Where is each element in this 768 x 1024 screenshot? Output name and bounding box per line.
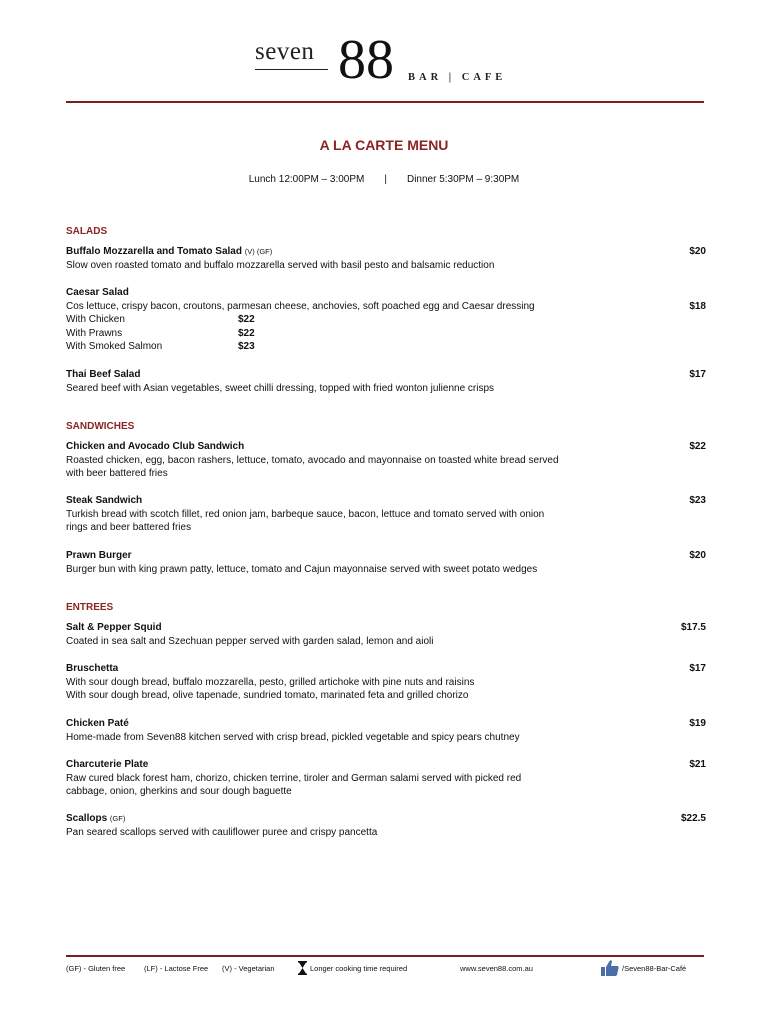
- menu-item-scallops: [66, 812, 706, 839]
- item-description-cont: cabbage, onion, gherkins and sour dough baguette: [66, 786, 292, 797]
- menu-item-bruschetta: [66, 662, 706, 703]
- option-price: $22: [238, 327, 255, 339]
- item-name: Chicken Paté: [66, 718, 129, 729]
- item-name: Steak Sandwich: [66, 495, 143, 506]
- legend-gluten-free: (GF) - Gluten free: [66, 964, 126, 973]
- item-description: Roasted chicken, egg, bacon rashers, lettuce, tomato, avocado and mayonnaise on toasted white bread served: [66, 454, 559, 466]
- item-price: $17: [689, 663, 706, 674]
- item-price: $18: [689, 300, 706, 312]
- thumbs-up-icon[interactable]: [600, 959, 620, 977]
- logo-tagline: BAR | CAFE: [408, 72, 507, 83]
- section-entrees: ENTREES: [66, 602, 114, 613]
- legend-vegetarian: (V) - Vegetarian: [222, 964, 275, 973]
- item-name: Salt & Pepper Squid: [66, 622, 162, 633]
- item-description: Cos lettuce, crispy bacon, croutons, parmesan cheese, anchovies, soft poached egg and Caesar dressing: [66, 300, 535, 312]
- facebook-link[interactable]: /Seven88-Bar-Café: [622, 964, 687, 973]
- item-price: $20: [689, 246, 706, 257]
- dinner-hours: Dinner 5:30PM – 9:30PM: [406, 174, 520, 185]
- menu-item-prawn-burger: [66, 549, 706, 576]
- item-description-cont: with beer battered fries: [66, 468, 168, 479]
- lunch-hours: Lunch 12:00PM – 3:00PM: [248, 174, 365, 185]
- item-name: Caesar Salad: [66, 287, 129, 298]
- item-description: Slow oven roasted tomato and buffalo mozzarella served with basil pesto and balsamic reduction: [66, 259, 495, 271]
- option-label: With Prawns: [66, 327, 123, 339]
- item-description: Home-made from Seven88 kitchen served with crisp bread, pickled vegetable and spicy pears chutney: [66, 731, 520, 743]
- item-price: $17: [689, 369, 706, 380]
- option-label: With Chicken: [66, 314, 125, 325]
- logo: [255, 29, 535, 94]
- menu-item-charcuterie-plate: [66, 758, 706, 799]
- item-price: $21: [689, 759, 706, 770]
- item-description: Pan seared scallops served with cauliflower puree and crispy pancetta: [66, 826, 378, 838]
- item-price: $17.5: [680, 622, 706, 633]
- menu-item-club-sandwich: [66, 440, 706, 481]
- option-row: [66, 313, 706, 327]
- item-tags: (V) (GF): [244, 247, 273, 256]
- header-divider: [66, 101, 704, 103]
- item-description: Seared beef with Asian vegetables, sweet chilli dressing, topped with fried wonton julienne crisps: [66, 382, 495, 394]
- item-description-cont: rings and beer battered fries: [66, 522, 192, 533]
- item-description: Raw cured black forest ham, chorizo, chicken terrine, tiroler and German salami served with picked red: [66, 772, 522, 784]
- section-salads: SALADS: [66, 226, 108, 237]
- item-price: $22: [689, 441, 706, 452]
- hours-separator: |: [384, 174, 387, 185]
- item-price: $23: [689, 495, 706, 506]
- item-name: Buffalo Mozzarella and Tomato Salad: [66, 246, 242, 257]
- logo-seven: seven: [255, 38, 315, 65]
- option-row: [66, 340, 706, 354]
- menu-item-thai-beef-salad: [66, 368, 706, 395]
- option-label: With Smoked Salmon: [66, 341, 163, 352]
- item-name: Scallops: [66, 813, 108, 824]
- footer-divider: [66, 955, 704, 957]
- item-name: Charcuterie Plate: [66, 759, 149, 770]
- website-link[interactable]: www.seven88.com.au: [460, 964, 533, 973]
- option-price: $23: [238, 341, 255, 352]
- item-name: Bruschetta: [66, 663, 119, 674]
- menu-item-buffalo-salad: [66, 245, 706, 272]
- item-price: $19: [689, 718, 706, 729]
- logo-number: 88: [338, 29, 394, 91]
- item-description: Turkish bread with scotch fillet, red onion jam, barbeque sauce, bacon, lettuce and tomato served with onion: [66, 508, 545, 520]
- menu-item-caesar-salad: [66, 286, 706, 354]
- page-title: A LA CARTE MENU: [319, 137, 449, 153]
- item-description-alt: With sour dough bread, olive tapenade, sundried tomato, marinated feta and grilled chorizo: [66, 690, 469, 701]
- legend-lactose-free: (LF) - Lactose Free: [144, 964, 209, 973]
- menu-item-steak-sandwich: [66, 494, 706, 535]
- legend-longer-cooking: Longer cooking time required: [310, 964, 408, 973]
- item-description: Coated in sea salt and Szechuan pepper served with garden salad, lemon and aioli: [66, 635, 434, 647]
- item-name: Prawn Burger: [66, 550, 132, 561]
- option-row: [66, 327, 706, 341]
- item-description: With sour dough bread, buffalo mozzarella, pesto, grilled artichoke with pine nuts and raisins: [66, 676, 475, 688]
- opening-hours: [0, 174, 768, 185]
- item-price: $20: [689, 550, 706, 561]
- hourglass-icon: [298, 961, 307, 975]
- section-sandwiches: SANDWICHES: [66, 421, 135, 432]
- item-tags: (GF): [109, 814, 126, 823]
- footer: [66, 959, 706, 979]
- menu-item-chicken-pate: [66, 717, 706, 744]
- item-description: Burger bun with king prawn patty, lettuce, tomato and Cajun mayonnaise served with sweet potato wedges: [66, 563, 538, 575]
- item-price: $22.5: [680, 813, 706, 824]
- logo-underline: [255, 69, 328, 70]
- item-name: Chicken and Avocado Club Sandwich: [66, 441, 245, 452]
- option-price: $22: [238, 314, 255, 325]
- menu-item-salt-pepper-squid: [66, 621, 706, 648]
- item-name: Thai Beef Salad: [66, 369, 141, 380]
